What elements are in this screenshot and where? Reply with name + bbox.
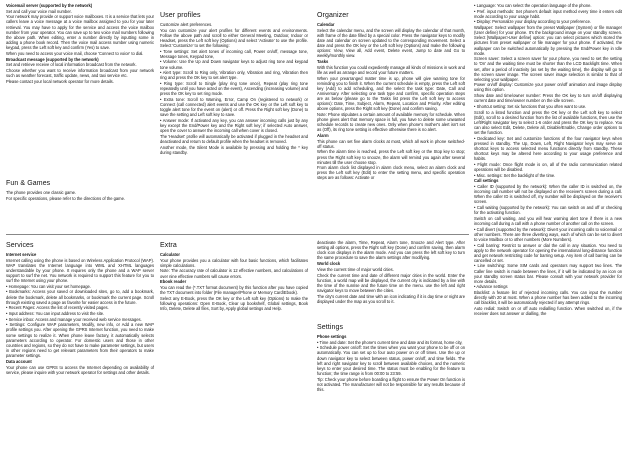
subheading-call-settings: Call settings [474,178,499,184]
subheading-calendar: Calendar [317,22,335,27]
paragraph: Scroll to a listed function and press the OK key or the Left soft key to select (Edit), scroll to a desired function from the list of available functions, then use the Left/Right navigator key to select 1-6 order and press the OK key to replace. You can also select Edit, Delete, Delete all, Disable/Enable, Change order options to set the function. [474,109,622,135]
paragraph: The 'Headset' profile will automatically be activated if plugged in the headset and deactivated and return to default profile when the headset is removed. [160,133,308,144]
user-profiles-section [160,10,308,155]
subheading-broadcast: Broadcast message (supported by the network) [6,56,99,62]
paragraph: Select any E-Book, press the OK key or the Left soft key (Options) to make the following operations: Open E-Book, Clear up bookshelf, Global settings, Book Info, Delete, Delete all files, Sort by, Apply global settings and Help. [160,295,308,312]
paragraph: Choose whether you want to receive information broadcast from your network such as weather forecast, traffic update, news, and taxi service etc. [6,67,154,78]
paragraph: Switch on call waiting, and you will hear warning alert tone if there is a new incoming call during a call with a phone number of another call on the screen. [474,215,622,226]
extra-section [160,240,308,312]
paragraph: • Call waiting (supported by the network): You can switch on and off or checking for the activating function. [474,205,622,216]
paragraph: • Call barring: Restrict to answer or dial the call in any situation. You need to apply to the network operator for opening the international long-distance function and get network restricting code for barring setup. Any item of call barring can be cancelled or set. [474,242,622,263]
paragraph: • Tone settings: Set alert tones of incoming call, Power on/off, message tone, Message tones, Keypad tone, [160,48,308,59]
subheading-data-account: Data account [6,358,32,364]
paragraph: Your network may provide or support voice mailboxes. It is a service that lets your callers leave a voice message at a voice mailbox assigned to you for your later retrieval. You may have to apply for the service and access the voice mailbox number from your operator. You can save up to two voice mail numbers following the above path. When editing, enter a number directly by inputting some in adding a phone book record. Then the voice mail access number using numeric keypad, press the Left soft key and confirm (Yes) to save. [6,14,154,50]
paragraph: Your phone provides you a calculator with four basic functions, which facilitates simple calculations. [160,257,308,268]
section-heading-fun-games: Fun & Games [6,180,51,187]
alarm-world-clock-section [317,240,465,304]
paragraph: • Recent Pages: Access the list of recently visited pages. [6,305,109,311]
settings-continued-section [474,3,622,317]
paragraph: Your phone can use GPRS to access the Internet depending on availability of service, please inquire with your network operator for settings and other details. [6,364,154,375]
paragraph: Screen saver: Select a screen saver for your phone, you need to set the setting to 'On' and the waiting time must be shorter than the LCD Backlight time. When set, after a period of inactivity (as set by the waiting time), the display will go to the screen saver image. The screen saver image selection is similar to that of selecting your wallpaper. [474,56,622,82]
paragraph: • Bookmarks: Access your saved or downloaded sites, go to, add a bookmark, delete the bookmark, delete all bookmarks, or bookmark the current page. Scroll through existing saved a page as favorite for easier access in the future. [6,289,154,305]
paragraph: This phone can set five alarm clocks at most, which all work in phone switched-off status. [317,138,465,149]
paragraph: Another mode, the Silent Mode is available by pressing and holding the * key during standby. [160,144,308,155]
paragraph: • Misc. settings: Set the backlight of the time. [474,172,556,178]
paragraph: For specific operations, please refer to the directions of the game. [6,195,126,201]
section-heading-services: Services [6,242,34,249]
subheading-world-clock: World clock [317,261,341,267]
section-heading-extra: Extra [160,242,177,249]
paragraph: You can read the (*.TXT format document) by this function after you have copied the TXT document into folder (File manager/Phone or Memory Card\Ebook). [160,285,308,296]
paragraph: When your prearranged matter time is up, phone will give warning tone for reminding you to finish it. When the current schedule is empty, press the Left soft key (Add) to add scheduling, and the select the task type: Date, Call and Anniversary. After selecting one task type and confirm, specific operation steps are as below (please go to the Tasks list press the Left soft key to access options): Date, Time, Subject, Alarm, Repeat, Location and Priority. After editing above options, press the Right soft key (Done) and confirm saving. [317,75,465,112]
paragraph: • Answer mode: If activated any key, you can answer incoming calls just by any key except the End/Power key and the Right soft key; if selected Auto answer, open the cover to answer the incoming call when cover is closed. [160,117,308,134]
paragraph: Auto redial: Switch on or off auto redialling function. When switched on, if the receiver does not answer or dialling, the [474,306,622,317]
subheading-tasks: Tasks [317,59,329,65]
fun-games-section [6,178,154,201]
organizer-section [317,10,465,181]
paragraph: • Ring type: Scroll to Single (play ring tone once), Repeat (play ring tone repeatedly until you have acted on the event), Ascending (increasing volume) and press the OK key to set ring mode. [160,81,308,97]
paragraph: Check the current time and date of different major cities in the world. Enter the function, a world map will be displayed, the current city is indicated by a line with the time of the sunrise and the future time on the menu. use the left and right navigator keys to move between the cities. [317,272,465,293]
paragraph: • Time and date: Set the phone's current time and date and its format, home city, [317,339,463,345]
paragraph: You can customize your alert profiles for different events and environments. Follow the above path and scroll to either General Meeting, Outdoor, Indoor or Headset, press the Left soft key (Options) and select 'Activate' to use the profile. Select 'Customize' to set the following: [160,27,308,48]
paragraph: • Extra tone: Scroll to Warning, Error, Camp On (registered to network) or Connect (call connected) alert events and use the OK key or the Left soft key to toggle alert tone for the event on (alert) or off. Press the Right soft key (Done) to save the setting and Left soft key to save. [160,96,308,118]
paragraph: • Dedicated key: Set and customize functions of the four navigator keys when pressed in standby. The Up, Down, Left, Right Navigator keys may serve as shortcut keys to access selected menu functions directly from standby. These shortcut keys may be altered here according to your usage preference and habits. [474,135,622,162]
paragraph: • Language: You can select the operation language of the phone. [474,3,592,8]
paragraph: The phone provides one classic game. [6,190,77,195]
section-heading-user-profiles: User profiles [160,12,201,19]
paragraph: Note: The accuracy rate of calculator is 12 effective numbers, and calculations of over nine effective numbers will cause errors. [160,268,308,279]
paragraph: • Call divert (supported by the network): Divert your incoming calls to voicemail or other numbers. There are three diverting ways, each of which can be set to divert to voice Mailbox or to other numbers (More Numbers). [474,226,622,242]
paragraph: • Flight mode: Once flight mode is on, all of the radio communication related operations will be disabled. [474,161,622,172]
paragraph: Select the calendar menu, and the screen will display the calendar of that month, with frame of the date filled by a special color. Press the navigator keys to modify date and calendar on screen updated to the corresponding movement. Select a date and press the OK key or the Left soft key (Options) and make the following options: View, View all, Add event, Delete event, Jump to date and Go to weekly/monthly view. [317,27,465,59]
subheading-phone-settings: Phone settings [317,334,347,339]
paragraph: • Alert type: Scroll to Ring only, Vibration only, Vibration and ring, Vibration then ring and press the OK key to set alert type. [160,70,308,81]
paragraph: • Advance settings [474,284,508,290]
paragraph: • Shortcut setting: Set six functions that you often want to use. [474,103,587,109]
paragraph: • Schedule power on/off: Set the times when you want your phone to be off or on automatically. You can set up to four auto power on or off times. Use the up or down navigator key to select between status, power on/off, and time fields. The left and right navigator key to scroll between available choices, and the numeric keys to enter your desired time. The status must be enabling for the feature to function; the time range is from 00:00 to 23:59. [317,345,465,376]
paragraph: When the alarm time is reached, press the Left soft key or the Stop key to stop; press the Right soft key to snooze, the alarm will remind you again after several minutes till the user choose stop. [317,149,465,165]
subheading-internet-service: Internet service [6,252,37,257]
section-heading-organizer: Organizer [317,12,349,19]
paragraph: • Settings: Configure WAP parameters, Modify, new info, or Add a new WAP profile settings you. After opening the GPRS Internet function, you need to make some settings to realize it. When phone leave factory, it automatically selects parameters according to operator. For domestic users and those in other countries and regions, so they do not have to make parameter settings, but users in other regions need to get relevant parameters from their operators to make parameter settings. [6,322,154,358]
paragraph: • Input address: You can input address to visit the site. [6,311,105,316]
paragraph: Blacklist: a feature list of rejected incoming calls. You can input the number directly with 20 at most. When a phone number has been added to the incoming call blacklist, it will be automatically rejected if any attempt rings. [474,290,622,306]
paragraph: • Service inbox: Access and manage your received web service messages. [6,316,142,322]
paragraph: • Line switching: Some SIM cards and operators may support two lines. The Caller line switch is made between the lines, if it will be indicated by an icon on your standby screen status bar. Please consult with your network provider for more details. [474,263,622,284]
paragraph: Power on/off display: Customize your power on/off animation and image display using this option. [474,82,622,93]
paragraph: Internet calling using the phone is based on Wireless Application Protocol (WAP). WAP translates the Internet language into WML and XHTML languages understandable by your phone. It requires only the phone and a WAP server support to surf the net. You network is required to support this feature for you to surf the Internet using your phone. [6,257,154,284]
paragraph: From alarm clock list displayed in alarm clock menu, select an alarm clock and press the Left soft key (Edit) to enter the setting menu, and specific operation steps are as follows: Activate or [317,165,465,181]
paragraph: Customize alert preferences. [160,22,213,27]
paragraph: • Homepage: You can visit your set homepage. [6,283,91,289]
paragraph: Please contact your local network operator for more details. [6,78,114,84]
paragraph: • Pref. input methods: Set phone's default input method every time it enters edit mode according to your usage habit. [474,8,622,19]
paragraph: Tip: Check your phone before boarding a flight to ensure the Power On function is not activated. The manufacturer will not be responsible for any results because of this. [317,376,465,392]
paragraph: • Display: Personalize your display according to your preference. [474,19,592,25]
section-title-voicemail: Voicemail server (supported by the network) [6,3,93,8]
paragraph: The city's current date and time with an icon indicating if it is day time or night are displayed under the map as you scroll to it. [317,293,465,304]
subheading-ebook-reader: Ebook reader [160,279,187,285]
paragraph: Set and call your voice mail number. [6,8,72,14]
subheading-alarm: Alarm [317,132,329,138]
paragraph: Wallpaper: Select wallpaper from the preset Wallpaper (System) or file manager (User define) for your phone. It's the background image on your standby screen. Select [Wallpaper>User define] option: you can select pictures which stored the pictures from preset wallpaper or file manager for your phone. If activated, the wallpaper can be switched automatically by pressing the End/Power key in Idle mode. [474,25,622,56]
paragraph: View the current time of major world cities. [317,266,394,272]
paragraph: • Caller ID (supported by the network): When the caller ID is switched on, the incoming call number will not be displayed on the receiver's screen during a call. When the caller ID is switched off, my number will be displayed on the receiver's screen. [474,184,622,205]
paragraph: Show date and time/owner number: Press the OK key to turn on/off displaying current date and time/owner number on the idle screen. [474,93,622,104]
page-divider [6,234,469,235]
services-section [6,240,154,375]
paragraph: Note: Phone stipulates a certain amount of available memory for schedule. When phone gives alert that memory space is full, you have to delete some unwanted schedule records to create new ones. Only when phone's mother's alert isn't set as (Off), its ring tone setting is effective otherwise there is no alert. [317,111,465,133]
paragraph: Set and retrieve receive of local information broadcast from the network. [6,62,137,68]
voicemail-section [6,3,154,84]
section-heading-settings: Settings [317,324,344,331]
settings-section [317,322,465,392]
paragraph: deactivate the alarm, Time, Repeat, Alarm tone, Snooze and Alert type. After setting all options, press the Right soft key (Done) and confirm saving, then alarm clock icon displays in the alarm mode. And you can press the left soft key to turn the same procedure to save the alarm settings after modifying. [317,240,465,261]
subheading-calculator: Calculator [160,252,181,257]
paragraph: When you need to access your voice mail, choose 'Connect to voice' to dial. [6,50,144,56]
paragraph: • Volume: Use the Up and Down navigator keys to adjust ring tone and keypad tone volume. [160,59,308,70]
paragraph: With this function you could expediently manage all kinds of missions in work and life as well as arrange and record your future matters. [317,64,465,75]
